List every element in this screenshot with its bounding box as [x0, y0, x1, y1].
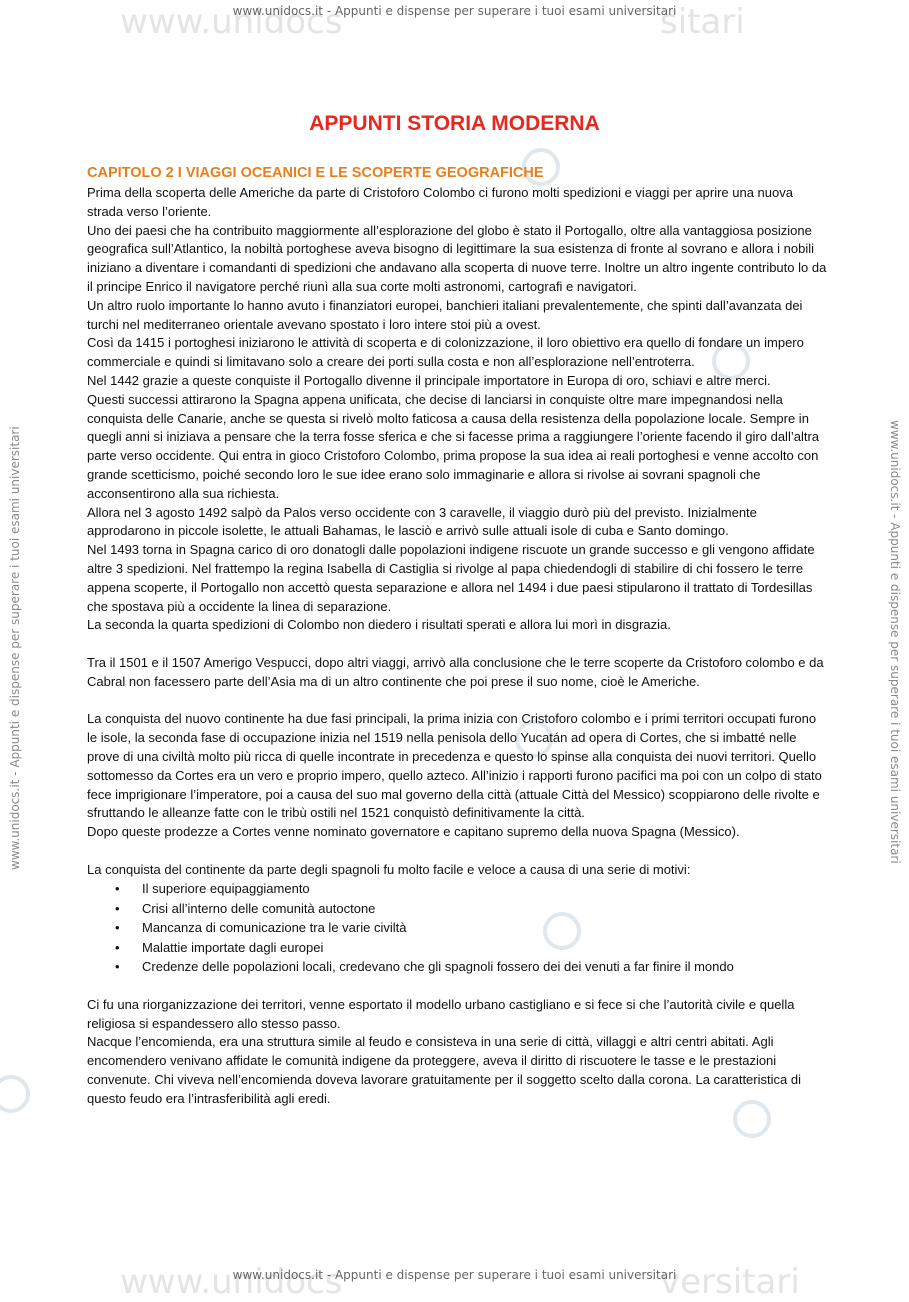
paragraph-spacer: [87, 692, 827, 711]
background-watermark-text: www.unidocs: [120, 2, 343, 42]
background-watermark-text: sitari: [660, 2, 745, 42]
paragraph: Questi successi attirarono la Spagna appena unificata, che decise di lanciarsi in conquiste oltre mare impegnandosi nella conquista delle Canarie, anche se questa si rivelò molto faticosa a causa della resistenza della popolazione locale. Sempre in quegli anni si iniziava a pensare che la terra fosse sferica e che si facesse prima a raggiungere l’oriente facendo il giro dall’altra parte verso occidente. Qui entra in gioco Cristoforo Colombo, prima propose la sua idea ai reali portoghesi e venne accolto con grande scetticismo, poiché secondo loro le sue idee erano solo immaginarie e allora si rivolse ai sovrani spagnoli che acconsentirono alla sua richiesta.: [87, 391, 820, 501]
paragraph-spacer: [87, 635, 827, 654]
paragraph: Un altro ruolo importante lo hanno avuto i finanziatori europei, banchieri italiani prevalentemente, che spinti dall’avanzata dei turchi nel mediterraneo orientale avevano spostato i loro intere stoi più a ovest.: [87, 297, 803, 332]
footer-watermark: www.unidocs.it - Appunti e dispense per superare i tuoi esami universitari: [232, 1268, 677, 1282]
side-watermark-right: www.unidocs.it - Appunti e dispense per superare i tuoi esami universitari: [888, 420, 902, 864]
paragraph-spacer: [87, 977, 827, 996]
paragraph: Uno dei paesi che ha contribuito maggiormente all’esplorazione del globo è stato il Portogallo, oltre alla vantaggiosa posizione geografica sull’Atlantico, la nobiltà portoghese aveva bisogno di legittimare la sua esistenza di fronte al sovrano e allora i nobili iniziano a diventare i comandanti di spedizioni che andavano alla scoperta di nuove terre. Inoltre un altro ingente contributo lo da il principe Enrico il navigatore perché riunì alla sua corte molti astronomi, cartografi e navigatori.: [87, 222, 827, 294]
side-watermark-left: www.unidocs.it - Appunti e dispense per superare i tuoi esami universitari: [8, 426, 22, 870]
list-item: • Malattie importate dagli europei: [142, 938, 827, 958]
watermark-logo-icon: [0, 1075, 30, 1113]
page-title: APPUNTI STORIA MODERNA: [309, 112, 600, 135]
document-body: [87, 164, 827, 1109]
paragraph: Nacque l’encomienda, era una struttura simile al feudo e consisteva in una serie di città, villaggi e altri centri abitati. Agli encomendero venivano affidate le comunità indigene da proteggere, aveva il diritto di riscuotere le tasse e le prestazioni convenute. Chi viveva nell’encomienda doveva lavorare gratuitamente per il soggetto scelto dalla corona. La caratteristica di questo feudo era l’intrasferibilità agli eredi.: [87, 1034, 801, 1106]
header-watermark: www.unidocs.it - Appunti e dispense per superare i tuoi esami universitari: [232, 4, 677, 18]
paragraph-spacer: [87, 842, 827, 861]
chapter-title: CAPITOLO 2 I VIAGGI OCEANICI E LE SCOPERTE GEOGRAFICHE: [87, 165, 544, 181]
paragraph: La conquista del continente da parte degli spagnoli fu molto facile e veloce a causa di una serie di motivi:: [87, 861, 691, 877]
background-watermark-text: versitari: [660, 1262, 800, 1302]
list-item: • Credenze delle popolazioni locali, credevano che gli spagnoli fossero dei dei venuti a far finire il mondo: [142, 957, 827, 977]
paragraph: Ci fu una riorganizzazione dei territori, venne esportato il modello urbano castigliano e si fece si che l’autorità civile e quella religiosa si espandessero allo stesso passo.: [87, 996, 795, 1031]
paragraph: Tra il 1501 e il 1507 Amerigo Vespucci, dopo altri viaggi, arrivò alla conclusione che le terre scoperte da Cristoforo colombo e da Cabral non facessero parte dell’Asia ma di un altro continente che poi prese il suo nome, cioè le Americhe.: [87, 654, 824, 689]
list-item: • Mancanza di comunicazione tra le varie civiltà: [142, 918, 827, 938]
background-watermark-text: www.unidocs: [120, 1262, 343, 1302]
paragraph: Prima della scoperta delle Americhe da parte di Cristoforo Colombo ci furono molti spedizioni e viaggi per aprire una nuova strada verso l’oriente.: [87, 185, 793, 219]
paragraph: Così da 1415 i portoghesi iniziarono le attività di scoperta e di colonizzazione, il loro obiettivo era quello di fondare un impero commerciale e quindi si limitavano solo a creare dei porti sulla costa e non all’esplorazione nell’entroterra.: [87, 335, 804, 370]
reasons-list: [87, 879, 827, 977]
paragraph: Nel 1493 torna in Spagna carico di oro donatogli dalle popolazioni indigene riscuote un grande successo e gli vengono affidate altre 3 spedizioni. Nel frattempo la regina Isabella di Castiglia si rivolge al papa chiedendogli di stabilire di chi fossero le terre appena scoperte, il Portogallo non accettò questa separazione e allora nel 1494 i due paesi stipularono il trattato di Tordesillas che spostava più a occidente la linea di separazione.: [87, 542, 815, 614]
paragraph: Allora nel 3 agosto 1492 salpò da Palos verso occidente con 3 caravelle, il viaggio durò più del previsto. Inizialmente approdarono in piccole isolette, le attuali Bahamas, le lasciò e arrivò sulle attuali isole di cuba e Santo domingo.: [87, 504, 757, 539]
paragraph: Dopo queste prodezze a Cortes venne nominato governatore e capitano supremo della nuova Spagna (Messico).: [87, 824, 740, 840]
paragraph: La seconda la quarta spedizioni di Colombo non diedero i risultati sperati e allora lui morì in disgrazia.: [87, 617, 671, 633]
list-item: • Crisi all’interno delle comunità autoctone: [142, 899, 827, 919]
paragraph: Nel 1442 grazie a queste conquiste il Portogallo divenne il principale importatore in Europa di oro, schiavi e altre merci.: [87, 372, 771, 388]
paragraph: La conquista del nuovo continente ha due fasi principali, la prima inizia con Cristoforo colombo e i primi territori occupati furono le isole, la seconda fase di occupazione inizia nel 1519 nella penisola dello Yucatán ad opera di Cortes, che si imbatté nelle prove di una civiltà molto più ricca di quelle incontrate in precedenza e questo lo spinse alla conquista dei nuovi territori. Quello sottomesso da Cortes era un vero e proprio impero, quello azteco. All’inizio i rapporti furono pacifici ma poi con un colpo di stato fece imprigionare l’imperatore, poi a causa del suo mal governo della città (attuale Città del Messico) scoppiarono delle rivolte e sfruttando le alleanze fatte con le tribù ostili nel 1521 conquistò definitivamente la città.: [87, 711, 822, 821]
list-item: • Il superiore equipaggiamento: [142, 879, 827, 899]
